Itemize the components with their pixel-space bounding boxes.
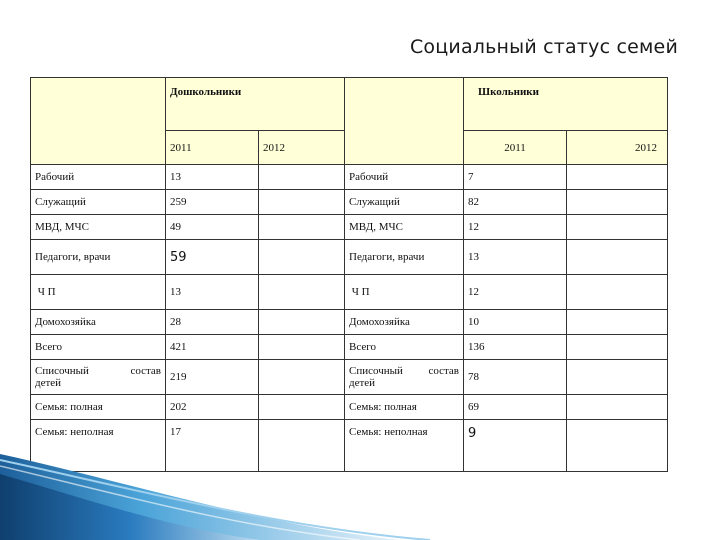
row-label-school: Домохозяйка <box>345 310 464 335</box>
cell-school-2012 <box>567 335 668 360</box>
row-label-school: Семья: полная <box>345 395 464 420</box>
label-word: состав <box>130 365 161 377</box>
label-word: Списочный <box>35 365 89 377</box>
cell-preschool-2012 <box>259 215 345 240</box>
cell-preschool-2011: 13 <box>166 275 259 310</box>
table-row <box>31 360 668 395</box>
cell-school-2012 <box>567 395 668 420</box>
table-header-groups <box>31 78 668 131</box>
header-year-preschool-2011: 2011 <box>166 131 259 165</box>
row-label-preschool: Домохозяйка <box>31 310 166 335</box>
cell-school-2011: 13 <box>464 240 567 275</box>
cell-school-2011: 69 <box>464 395 567 420</box>
header-group-preschool: Дошкольники <box>166 78 345 131</box>
cell-preschool-2012 <box>259 335 345 360</box>
cell-preschool-2011: 59 <box>166 240 259 275</box>
row-label-preschool <box>31 360 166 395</box>
cell-school-2011: 82 <box>464 190 567 215</box>
row-label-school: Всего <box>345 335 464 360</box>
cell-school-2012 <box>567 275 668 310</box>
row-label-preschool: Семья: неполная <box>31 420 166 472</box>
cell-preschool-2011: 17 <box>166 420 259 472</box>
cell-preschool-2012 <box>259 395 345 420</box>
label-line <box>35 365 161 377</box>
social-status-table <box>30 77 668 472</box>
row-label-preschool: Педагоги, врачи <box>31 240 166 275</box>
label-word: состав <box>428 365 459 377</box>
row-label-preschool: Служащий <box>31 190 166 215</box>
table-row <box>31 165 668 190</box>
cell-school-2011: 78 <box>464 360 567 395</box>
header-empty-left <box>31 78 166 165</box>
header-year-school-2011: 2011 <box>464 131 567 165</box>
cell-preschool-2011: 28 <box>166 310 259 335</box>
table-row <box>31 275 668 310</box>
header-year-school-2012: 2012 <box>567 131 668 165</box>
header-year-preschool-2012: 2012 <box>259 131 345 165</box>
table-row <box>31 310 668 335</box>
cell-preschool-2011: 421 <box>166 335 259 360</box>
label-word: Списочный <box>349 365 403 377</box>
table-row <box>31 240 668 275</box>
cell-school-2011: 12 <box>464 275 567 310</box>
row-label-preschool: МВД, МЧС <box>31 215 166 240</box>
cell-school-2012 <box>567 360 668 395</box>
row-label-school: Педагоги, врачи <box>345 240 464 275</box>
cell-school-2011: 7 <box>464 165 567 190</box>
table-row <box>31 335 668 360</box>
table-row <box>31 190 668 215</box>
cell-preschool-2011: 13 <box>166 165 259 190</box>
cell-school-2011: 10 <box>464 310 567 335</box>
row-label-school <box>345 360 464 395</box>
cell-preschool-2012 <box>259 165 345 190</box>
cell-preschool-2011: 259 <box>166 190 259 215</box>
row-label-preschool: Семья: полная <box>31 395 166 420</box>
label-line <box>349 365 459 377</box>
cell-preschool-2012 <box>259 240 345 275</box>
row-label-preschool: Ч П <box>31 275 166 310</box>
decorative-wave <box>0 440 720 540</box>
cell-school-2012 <box>567 165 668 190</box>
cell-preschool-2011: 49 <box>166 215 259 240</box>
cell-preschool-2012 <box>259 190 345 215</box>
header-empty-middle <box>345 78 464 165</box>
cell-preschool-2012 <box>259 360 345 395</box>
cell-school-2011: 136 <box>464 335 567 360</box>
label-word: детей <box>35 377 62 389</box>
cell-preschool-2011: 219 <box>166 360 259 395</box>
cell-school-2012 <box>567 215 668 240</box>
row-label-school: МВД, МЧС <box>345 215 464 240</box>
row-label-preschool: Рабочий <box>31 165 166 190</box>
label-word: детей <box>349 377 376 389</box>
cell-preschool-2012 <box>259 275 345 310</box>
table-row <box>31 215 668 240</box>
cell-school-2011: 12 <box>464 215 567 240</box>
cell-school-2012 <box>567 310 668 335</box>
row-label-school: Служащий <box>345 190 464 215</box>
cell-preschool-2012 <box>259 310 345 335</box>
cell-school-2011: 9 <box>464 420 567 472</box>
page-title: Социальный статус семей <box>409 36 678 58</box>
row-label-school: Семья: неполная <box>345 420 464 472</box>
row-label-school: Ч П <box>345 275 464 310</box>
row-label-preschool: Всего <box>31 335 166 360</box>
cell-preschool-2011: 202 <box>166 395 259 420</box>
header-group-school: Школьники <box>464 78 668 131</box>
row-label-school: Рабочий <box>345 165 464 190</box>
cell-school-2012 <box>567 190 668 215</box>
table-row <box>31 395 668 420</box>
cell-school-2012 <box>567 240 668 275</box>
